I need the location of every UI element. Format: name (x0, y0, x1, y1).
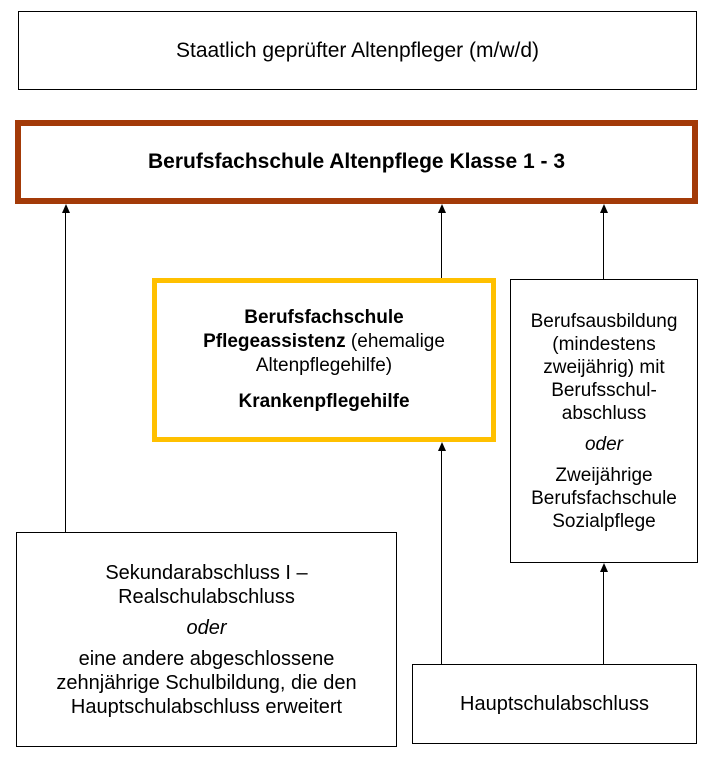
text-line: Berufsausbildung (530, 310, 678, 332)
box-berufsfachschule-altenpflege-klasse (15, 120, 698, 204)
text-line: Zweijährige (555, 464, 653, 486)
text-line: (mindestens (552, 333, 656, 355)
text-line: Altenpflegehilfe) (255, 355, 393, 376)
arrowhead-up-icon (438, 204, 446, 213)
arrowhead-up-icon (600, 204, 608, 213)
arrowhead-up-icon (62, 204, 70, 213)
arrow-pflegeassistenz-to-klasse (436, 204, 447, 278)
arrowhead-up-icon (600, 563, 608, 572)
arrow-hauptschulabschluss-to-berufsausbildung (598, 563, 609, 664)
box-hauptschulabschluss (412, 664, 697, 744)
text-line: Pflegeassistenz (ehemalige (203, 331, 445, 352)
text-line: Hauptschulabschluss erweitert (70, 695, 343, 718)
text-line: Krankenpflegehilfe (238, 391, 410, 412)
text-line: oder (584, 433, 624, 455)
box-berufsausbildung (510, 279, 698, 563)
arrow-line (441, 451, 443, 664)
arrowhead-up-icon (438, 442, 446, 451)
arrow-line (65, 213, 67, 532)
text-line: Realschulabschluss (118, 585, 295, 608)
box-sekundarabschluss (16, 532, 397, 747)
text-line: Berufsfachschule (531, 487, 677, 509)
arrow-line (603, 213, 605, 279)
arrow-sekundarabschluss-to-klasse (60, 204, 71, 532)
arrow-berufsausbildung-to-klasse (598, 204, 609, 279)
text-line: oder (186, 616, 227, 639)
text-line: Berufsschul- (551, 379, 657, 401)
staatlich-gepruefter-altenpfleger-label: Staatlich geprüfter Altenpfleger (m/w/d) (175, 38, 539, 62)
hauptschulabschluss-label: Hauptschulabschluss (460, 692, 649, 715)
text-line: zweijährig) mit (543, 356, 665, 378)
text-line: Sekundarabschluss I – (105, 561, 308, 584)
arrow-line (603, 572, 605, 664)
arrow-line (441, 213, 443, 278)
text-line: zehnjährige Schulbildung, die den (56, 671, 357, 694)
text-line: Sozialpflege (552, 510, 656, 532)
box-staatlich-gepruefter-altenpfleger (18, 11, 697, 90)
text-line: abschluss (561, 402, 647, 424)
text-line: eine andere abgeschlossene (78, 647, 335, 670)
box-pflegeassistenz (152, 278, 496, 442)
text-line: Berufsfachschule (244, 307, 404, 328)
berufsfachschule-altenpflege-klasse-label: Berufsfachschule Altenpflege Klasse 1 - 3 (147, 150, 566, 173)
arrow-hauptschulabschluss-to-pflegeassistenz (436, 442, 447, 664)
